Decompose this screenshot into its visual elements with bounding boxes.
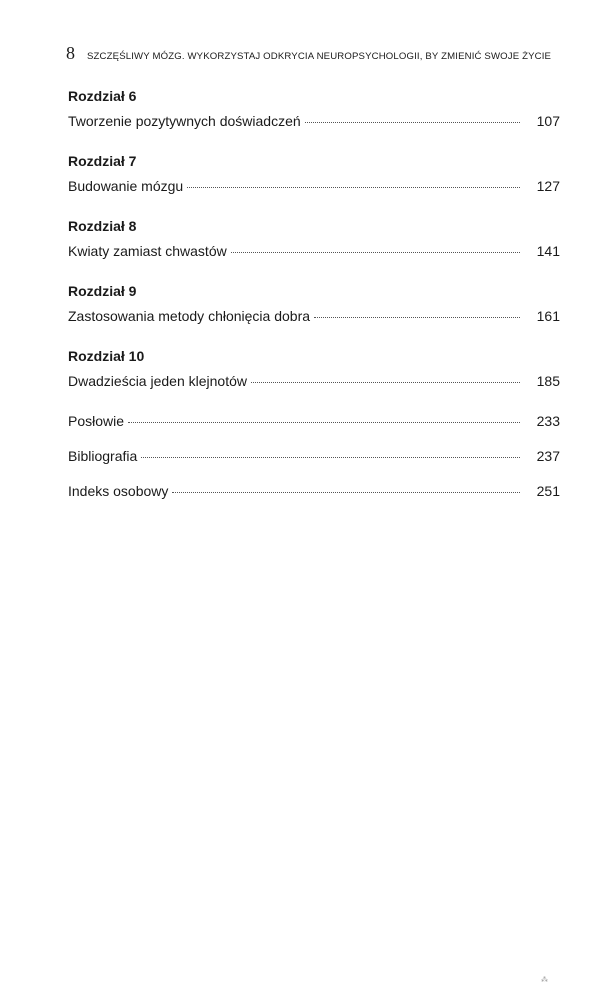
toc-entry — [68, 481, 560, 501]
dot-leader — [305, 122, 520, 123]
entry-title: Bibliografia — [68, 448, 138, 464]
toc-entry — [68, 411, 560, 431]
entry-page: 107 — [536, 113, 560, 129]
entry-title: Dwadzieścia jeden klejnotów — [68, 373, 247, 389]
dot-leader — [128, 422, 520, 423]
toc-entry — [68, 111, 560, 131]
entry-title: Indeks osobowy — [68, 483, 169, 499]
printer-mark-icon: ⁂ — [541, 977, 548, 984]
dot-leader — [231, 252, 520, 253]
table-of-contents — [68, 86, 560, 516]
entry-title: Budowanie mózgu — [68, 178, 184, 194]
toc-entry — [68, 176, 560, 196]
entry-title: Kwiaty zamiast chwastów — [68, 243, 227, 259]
entry-page: 185 — [536, 373, 560, 389]
dot-leader — [187, 187, 520, 188]
entry-page: 141 — [536, 243, 560, 259]
entry-page: 237 — [536, 448, 560, 464]
toc-entry — [68, 446, 560, 466]
toc-entry — [68, 241, 560, 261]
entry-title: Zastosowania metody chłonięcia dobra — [68, 308, 311, 324]
dot-leader — [172, 492, 520, 493]
chapter-label: Rozdział 6 — [68, 88, 137, 104]
toc-chapter — [68, 281, 560, 326]
chapter-label: Rozdział 7 — [68, 153, 137, 169]
toc-entry — [68, 306, 560, 326]
toc-chapter — [68, 346, 560, 391]
entry-page: 127 — [536, 178, 560, 194]
dot-leader — [251, 382, 520, 383]
dot-leader — [314, 317, 520, 318]
toc-entry — [68, 371, 560, 391]
chapter-label: Rozdział 9 — [68, 283, 137, 299]
entry-page: 233 — [536, 413, 560, 429]
toc-chapter — [68, 151, 560, 196]
book-title: SZCZĘŚLIWY MÓZG. WYKORZYSTAJ ODKRYCIA NEUROPSYCHOLOGII, BY ZMIENIĆ SWOJE ŻYCIE — [87, 51, 552, 62]
back-matter — [68, 411, 560, 501]
chapter-label: Rozdział 10 — [68, 348, 145, 364]
toc-chapter — [68, 86, 560, 131]
page-number: 8 — [66, 43, 75, 63]
toc-chapter — [68, 216, 560, 261]
entry-title: Tworzenie pozytywnych doświadczeń — [68, 113, 301, 129]
dot-leader — [141, 457, 520, 458]
chapter-label: Rozdział 8 — [68, 218, 137, 234]
entry-page: 251 — [536, 483, 560, 499]
running-head — [66, 43, 566, 64]
entry-title: Posłowie — [68, 413, 125, 429]
entry-page: 161 — [536, 308, 560, 324]
